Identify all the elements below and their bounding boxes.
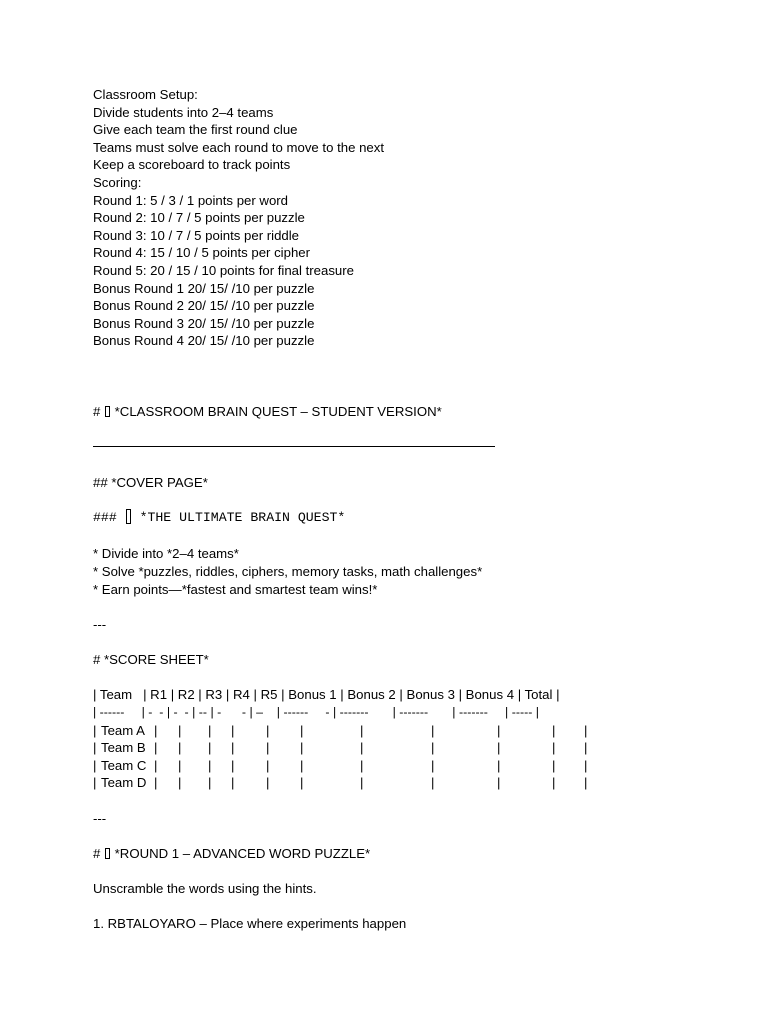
team-name: Team C xyxy=(101,757,147,773)
cover-bullet: * Divide into *2–4 teams* xyxy=(93,546,239,561)
cover-subheading-text: *THE ULTIMATE BRAIN QUEST* xyxy=(131,510,346,525)
setup-line: Round 1: 5 / 3 / 1 points per word xyxy=(93,192,288,208)
setup-line: Round 4: 15 / 10 / 5 points per cipher xyxy=(93,245,311,261)
score-table-header: | Team | R1 | R2 | R3 | R4 | R5 | Bonus 1 | Bonus 2 | Bonus 3 | Bonus 4 | Total | xyxy=(93,687,560,702)
cover-subheading-prefix: ### xyxy=(93,510,125,525)
round1-heading xyxy=(93,845,370,863)
table-row: | Team C | | | | | | | | | | | xyxy=(93,757,588,773)
team-name: Team B xyxy=(101,740,146,756)
table-row: | Team D | | | | | | | | | | | xyxy=(93,775,588,791)
round1-heading-text: *ROUND 1 – ADVANCED WORD PUZZLE* xyxy=(111,846,371,861)
table-row: | Team B | | | | | | | | | | | xyxy=(93,740,588,756)
setup-line: Bonus Round 4 20/ 15/ /10 per puzzle xyxy=(93,333,315,349)
cover-bullet: * Earn points—*fastest and smartest team wins!* xyxy=(93,581,378,597)
setup-line: Classroom Setup: xyxy=(93,87,198,102)
cover-subheading xyxy=(93,509,345,527)
setup-line: Bonus Round 2 20/ 15/ /10 per puzzle xyxy=(93,298,315,314)
setup-line: Divide students into 2–4 teams xyxy=(93,104,274,120)
cover-heading: ## *COVER PAGE* xyxy=(93,475,208,490)
setup-line: Keep a scoreboard to track points xyxy=(93,157,291,173)
round1-heading-prefix: # xyxy=(93,846,104,861)
team-name: Team D xyxy=(101,775,147,791)
table-row: | Team A | | | | | | | | | | | xyxy=(93,722,588,738)
horizontal-rule xyxy=(93,446,495,447)
document-title xyxy=(93,403,442,421)
missing-glyph-icon xyxy=(105,406,110,417)
title-prefix: # xyxy=(93,404,104,419)
separator: --- xyxy=(93,811,107,826)
score-sheet-heading: # *SCORE SHEET* xyxy=(93,652,209,667)
setup-line: Bonus Round 3 20/ 15/ /10 per puzzle xyxy=(93,315,315,331)
separator: --- xyxy=(93,617,107,632)
setup-line: Round 2: 10 / 7 / 5 points per puzzle xyxy=(93,210,305,226)
setup-line: Bonus Round 1 20/ 15/ /10 per puzzle xyxy=(93,280,315,296)
missing-glyph-icon xyxy=(105,848,110,859)
setup-line: Round 3: 10 / 7 / 5 points per riddle xyxy=(93,227,300,243)
setup-line: Teams must solve each round to move to the next xyxy=(93,139,385,155)
setup-line: Scoring: xyxy=(93,175,142,190)
missing-glyph-icon xyxy=(126,509,131,524)
team-name: Team A xyxy=(101,722,145,738)
cover-bullet: * Solve *puzzles, riddles, ciphers, memory tasks, math challenges* xyxy=(93,564,483,579)
setup-line: Round 5: 20 / 15 / 10 points for final treasure xyxy=(93,263,354,278)
setup-line: Give each team the first round clue xyxy=(93,122,298,138)
score-table-divider: | ------ | - - | - - | -- | - - | – | ------ - | ------- | ------- | ------- | ----- | xyxy=(93,705,539,719)
title-text: *CLASSROOM BRAIN QUEST – STUDENT VERSION* xyxy=(111,404,442,419)
round1-instruction: Unscramble the words using the hints. xyxy=(93,881,317,896)
round1-item: 1. RBTALOYARO – Place where experiments happen xyxy=(93,916,407,931)
